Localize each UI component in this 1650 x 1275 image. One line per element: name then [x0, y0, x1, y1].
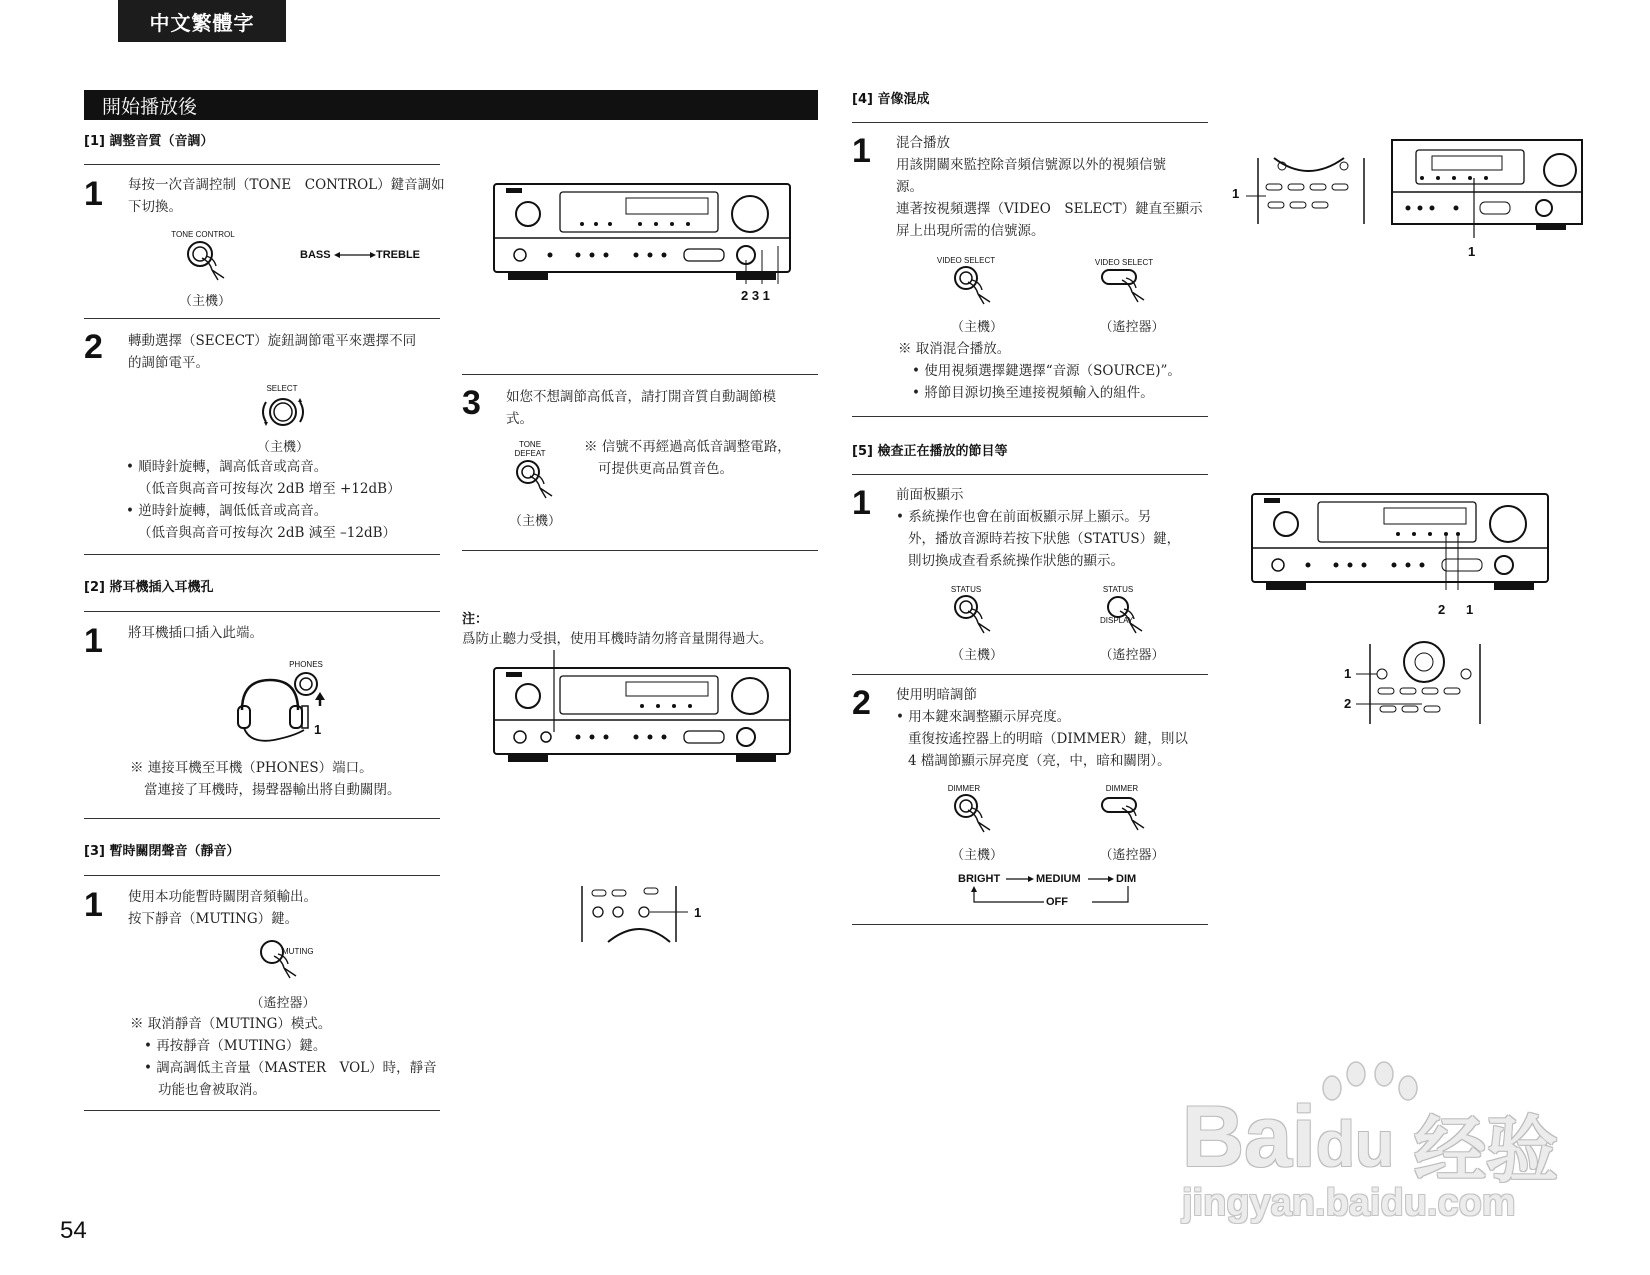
text-line: 用該開關來監控除音頻信號源以外的視頻信號: [896, 157, 1166, 173]
s1-bullets: [126, 456, 446, 544]
s4-title: [4] 音像混成: [852, 92, 930, 107]
tone-control-press-icon: [184, 240, 240, 286]
muting-callout: 1: [694, 905, 702, 920]
headphones-icon: [236, 670, 346, 750]
bullet-cont: 則切換成查看系統操作狀態的顯示。: [908, 553, 1124, 569]
divider: [84, 611, 440, 612]
status-label-main: STATUS: [950, 585, 982, 594]
s5-step1-text: [896, 484, 1212, 572]
note: 可提供更高品質音色。: [598, 461, 733, 477]
text-line: 式。: [506, 411, 533, 427]
watermark-brand-b: du: [1315, 1108, 1395, 1180]
caption-main-unit: （主機）: [950, 648, 1003, 663]
phones-callout: 1: [314, 722, 322, 737]
bullet: • 再按靜音（MUTING）鍵。: [144, 1038, 327, 1054]
caption-main-unit: （主機）: [178, 294, 231, 309]
s5-step2-text: [896, 684, 1212, 772]
note: ※ 取消靜音（MUTING）模式。: [130, 1016, 332, 1032]
caption-remote: （遙控器）: [1099, 648, 1165, 663]
section-title-bar: [84, 90, 818, 120]
receiver-status-illustration: [1250, 490, 1550, 600]
dimmer-main-button-icon: [952, 794, 1008, 840]
tone-defeat-label: TONE DEFEAT: [514, 440, 546, 458]
status-label-remote: STATUS: [1102, 585, 1134, 594]
dimmer-remote-button-icon: [1100, 796, 1160, 840]
divider: [84, 875, 440, 876]
video-select-remote-button-icon: [1100, 268, 1160, 312]
note: ※ 信號不再經過高低音調整電路，: [584, 439, 791, 455]
s2-step1-number: 1: [84, 622, 103, 660]
step-heading: 混合播放: [896, 135, 950, 151]
divider: [84, 1110, 440, 1111]
s1-step2-number: 2: [84, 328, 103, 366]
s4-step1-text: [896, 132, 1212, 242]
s2-notes: [130, 757, 450, 801]
text-line: 轉動選擇（SECECT）旋鈕調節電平來選擇不同: [128, 333, 417, 349]
bass-treble-arrow-icon: [334, 250, 376, 260]
video-select-location-illustration: [1254, 138, 1584, 268]
video-select-main-button-icon: [952, 266, 1008, 312]
bullet: • 系統操作也會在前面板顯示屏上顯示。另: [896, 509, 1152, 525]
dim-label: DIM: [1116, 873, 1137, 885]
s5-step1-number: 1: [852, 484, 871, 522]
s5-step2-number: 2: [852, 684, 871, 722]
divider: [852, 416, 1208, 417]
bullet-cont: 重復按遙控器上的明暗（DIMMER）鍵，則以: [908, 731, 1188, 747]
divider: [852, 674, 1208, 675]
dimmer-label-remote: DIMMER: [1105, 784, 1139, 793]
divider: [84, 164, 440, 165]
caption-main-unit: （主機）: [256, 440, 309, 455]
text-line: 按下靜音（MUTING）鍵。: [128, 911, 299, 927]
caption-main-unit: （主機）: [950, 320, 1003, 335]
note: ※ 取消混合播放。: [898, 341, 1011, 357]
language-tab: 中文繁體字: [118, 0, 286, 42]
s1-step2-text: [128, 330, 448, 374]
s1-step3-number: 3: [462, 384, 481, 422]
video-select-callout-bottom: 1: [1468, 244, 1476, 259]
tone-control-label: TONE CONTROL: [171, 230, 235, 239]
divider: [852, 924, 1208, 925]
bullet: 功能也會被取消。: [158, 1082, 266, 1098]
warning-title: 注：: [462, 612, 489, 627]
note: 當連接了耳機時，揚聲器輸出將自動關閉。: [144, 782, 401, 798]
bullet: • 逆時針旋轉，調低低音或高音。: [126, 503, 328, 519]
s1-step3-note: [584, 436, 820, 480]
step-heading: 前面板顯示: [896, 487, 964, 503]
s3-step1-number: 1: [84, 886, 103, 924]
medium-label: MEDIUM: [1036, 873, 1081, 885]
text-line: 連著按視頻選擇（VIDEO SELECT）鍵直至顯示: [896, 201, 1203, 217]
note: ※ 連接耳機至耳機（PHONES）端口。: [130, 760, 373, 776]
warning-text: 爲防止聽力受損，使用耳機時請勿將音量開得過大。: [462, 631, 773, 647]
s2-title: [2] 將耳機插入耳機孔: [84, 580, 214, 595]
bass-label: BASS: [300, 249, 331, 261]
video-select-label-main: VIDEO SELECT: [936, 256, 996, 265]
phones-label: PHONES: [289, 660, 323, 669]
s1-step1-number: 1: [84, 175, 103, 213]
receiver-phones-illustration: [492, 662, 792, 772]
remote-callout-2: 2: [1344, 696, 1352, 711]
bullet: • 順時針旋轉，調高低音或高音。: [126, 459, 328, 475]
watermark-brand: [1182, 1088, 1394, 1187]
section-title: 開始播放後: [102, 95, 198, 118]
text-line: 每按一次音調控制（TONE CONTROL）鍵音調如: [128, 177, 445, 193]
caption-remote: （遙控器）: [250, 996, 316, 1011]
watermark-cn: 经验: [1414, 1111, 1559, 1191]
bullet-sub: （低音與高音可按每次 2dB 增至 +12dB）: [138, 481, 401, 497]
s3-title: [3] 暫時關閉聲音（靜音）: [84, 844, 240, 859]
bright-label: BRIGHT: [958, 873, 1001, 885]
remote-callout-1: 1: [1344, 666, 1352, 681]
status-callout-2: 2: [1438, 602, 1446, 617]
status-callout-1: 1: [1466, 602, 1474, 617]
treble-label: TREBLE: [376, 249, 420, 261]
display-label: DISPLAY: [1100, 616, 1134, 625]
s4-notes: [898, 338, 1214, 404]
text-line: 下切換。: [128, 199, 182, 215]
s3-step1-text: [128, 886, 448, 930]
remote-status-dimmer-illustration: [1366, 644, 1486, 730]
receiver-callout-231: 2 3 1: [741, 288, 770, 303]
bullet: • 調高調低主音量（MASTER VOL）時，靜音: [144, 1060, 437, 1076]
bullet-sub: （低音與高音可按每次 2dB 減至 –12dB）: [138, 525, 397, 541]
step-heading: 使用明暗調節: [896, 687, 977, 703]
watermark-brand-a: Bai: [1182, 1089, 1316, 1185]
bullet-cont: 外，播放音源時若按下狀態（STATUS）鍵，: [908, 531, 1181, 547]
remote-muting-illustration: [580, 886, 690, 946]
tone-defeat-press-icon: [514, 460, 570, 506]
caption-main-unit: （主機）: [950, 848, 1003, 863]
s5-title: [5] 檢查正在播放的節目等: [852, 444, 1008, 459]
divider: [852, 474, 1208, 475]
bullet: • 將節目源切換至連接視頻輸入的組件。: [912, 385, 1154, 401]
divider: [852, 122, 1208, 123]
select-knob-icon: [258, 392, 308, 432]
watermark-url: jingyan.baidu.com: [1182, 1182, 1516, 1224]
divider: [84, 318, 440, 319]
dimmer-cycle-arrows-icon: [960, 870, 1140, 910]
text-line: 使用本功能暫時關閉音頻輸出。: [128, 889, 317, 905]
caption-remote: （遙控器）: [1099, 320, 1165, 335]
receiver-front-panel-illustration: [492, 180, 792, 290]
select-label: SELECT: [266, 384, 298, 393]
s3-notes: [130, 1013, 450, 1101]
divider: [84, 554, 440, 555]
bullet: • 使用視頻選擇鍵選擇“音源（SOURCE)”。: [912, 363, 1181, 379]
caption-remote: （遙控器）: [1099, 848, 1165, 863]
muting-label: MUTING: [282, 947, 314, 956]
divider: [84, 818, 440, 819]
s4-step1-number: 1: [852, 132, 871, 170]
page-number: 54: [60, 1217, 87, 1244]
s1-step1-text: [128, 174, 448, 218]
bullet-cont: 4 檔調節顯示屏亮度（亮，中，暗和關閉）。: [908, 753, 1171, 769]
muting-button-icon: [258, 938, 318, 986]
text-line: 如您不想調節高低音，請打開音質自動調節模: [506, 389, 776, 405]
divider: [462, 550, 818, 551]
text-line: 屏上出現所需的信號源。: [896, 223, 1045, 239]
dimmer-label-main: DIMMER: [947, 784, 981, 793]
s1-title: [1] 調整音質（音調）: [84, 134, 214, 149]
status-main-button-icon: [952, 595, 1008, 641]
s2-step1-text: 將耳機插口插入此端。: [128, 625, 263, 641]
s1-step3-text: [506, 386, 816, 430]
video-select-label-remote: VIDEO SELECT: [1094, 258, 1154, 267]
divider: [462, 374, 818, 375]
text-line: 的調節電平。: [128, 355, 209, 371]
text-line: 源。: [896, 179, 923, 195]
off-label: OFF: [1046, 896, 1068, 908]
bullet: • 用本鍵來調整顯示屏亮度。: [896, 709, 1071, 725]
caption-main-unit: （主機）: [508, 514, 561, 529]
video-select-callout-left: 1: [1232, 186, 1240, 201]
